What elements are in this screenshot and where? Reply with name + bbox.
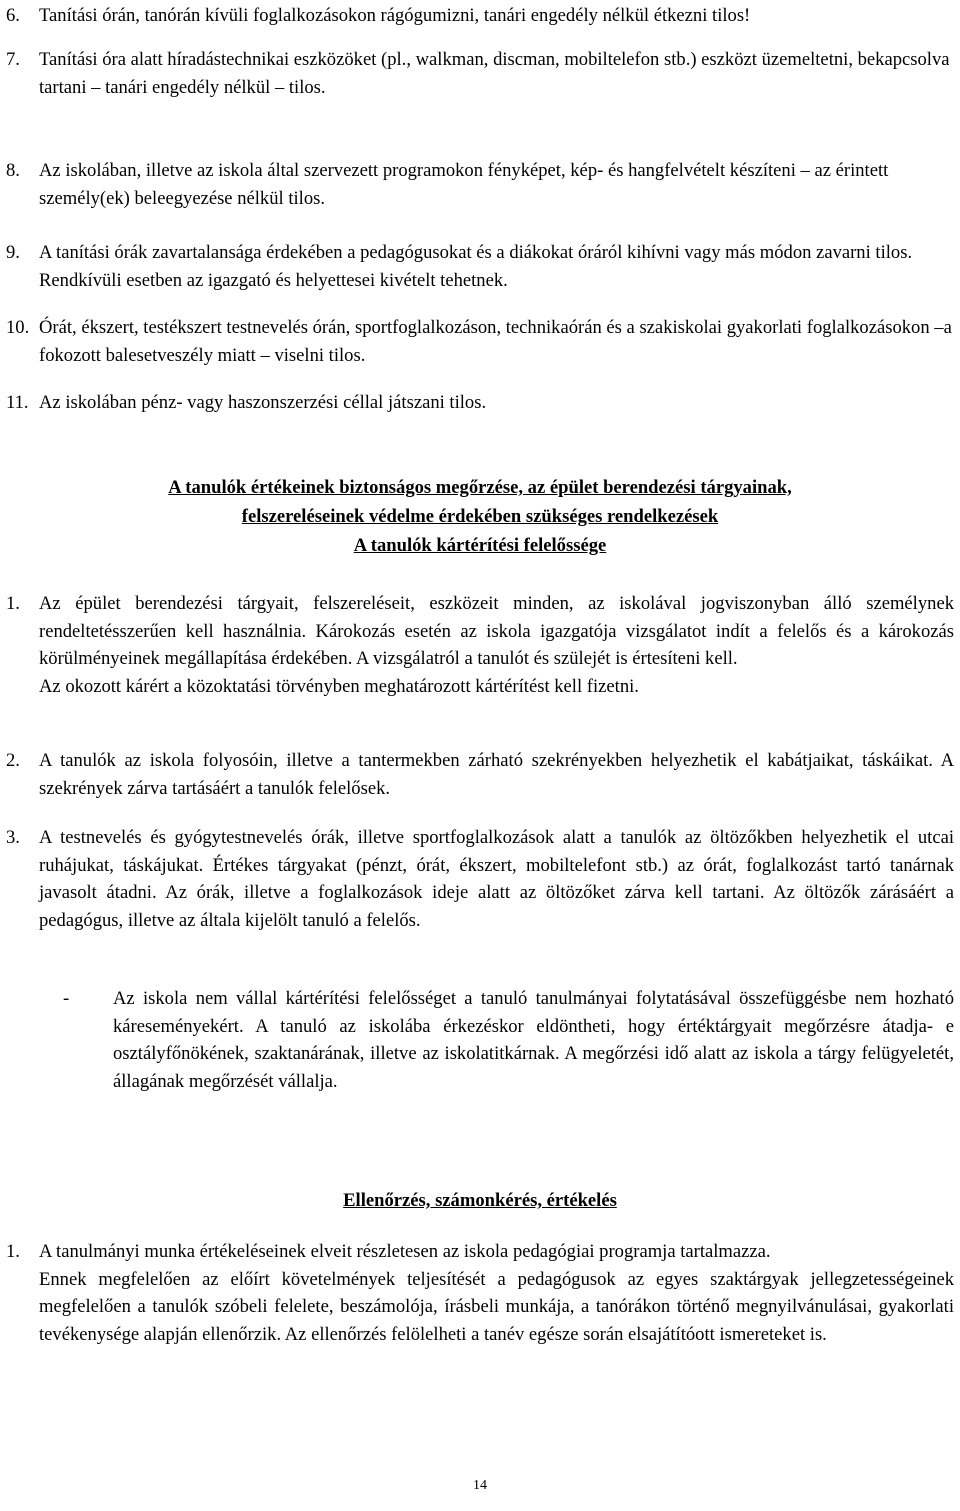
- rule-item-6: [6, 2, 954, 30]
- dash-item-text: Az iskola nem vállal kártérítési felelősséget a tanuló tanulmányai folytatásával összefüggésbe nem hozható káreseményekért. A tanuló az iskolába érkezéskor eldöntheti, hogy értéktárgyait megőrzésre átadja- e osztályfőnökének, szaktanárának, illetve az iskolatitkárnak. A megőrzési idő alatt az iskola a tárgy felügyeletét, állagának megőrzését vállalja.: [113, 988, 954, 1092]
- section-heading-line1: A tanulók értékeinek biztonságos megőrzése, az épület berendezési tárgyainak,: [168, 477, 792, 498]
- rule-number: 7.: [6, 49, 20, 70]
- dash-list-item: [63, 985, 954, 1095]
- rule-number: 8.: [6, 160, 20, 181]
- item-number: 3.: [6, 827, 20, 848]
- item-number: 2.: [6, 750, 20, 771]
- rule-text: Az iskolában, illetve az iskola által szervezett programokon fényképet, kép- és hangfelvételt készíteni – az érintett személy(ek) beleegyezése nélkül tilos.: [39, 160, 889, 209]
- rule-item-11: [6, 389, 954, 417]
- section1-item-1: [6, 590, 954, 700]
- item-paragraph: Az épület berendezési tárgyait, felszereléseit, eszközeit minden, az iskolával jogviszonyban álló személynek rendeltetésszerűen kell használnia. Károkozás esetén az iskola igazgatója vizsgálatot indít a felelős és a károkozás körülményeinek megállapítása érdekében. A vizsgálatról a tanulót és szülejét is értesíteni kell.: [39, 593, 954, 669]
- rule-number: 11.: [6, 392, 29, 413]
- item-number: 1.: [6, 1241, 20, 1262]
- rule-text: Tanítási órán, tanórán kívüli foglalkozásokon rágógumizni, tanári engedély nélkül étkezni tilos!: [39, 5, 751, 26]
- rule-text: Az iskolában pénz- vagy haszonszerzési céllal játszani tilos.: [39, 392, 487, 413]
- item-paragraph: Az okozott kárért a közoktatási törvényben meghatározott kártérítést kell fizetni.: [39, 675, 639, 697]
- rule-number: 6.: [6, 5, 20, 26]
- section-heading-line2: felszereléseinek védelme érdekében szükséges rendelkezések: [241, 506, 719, 527]
- rule-item-8: [6, 157, 954, 212]
- rule-number: 9.: [6, 242, 20, 263]
- section1-item-3: [6, 824, 954, 934]
- rule-item-9: [6, 239, 954, 294]
- section-heading-evaluation: Ellenőrzés, számonkérés, értékelés: [343, 1190, 617, 1211]
- item-number: 1.: [6, 593, 20, 614]
- rule-text: A tanítási órák zavartalansága érdekében a pedagógusokat és a diákokat óráról kihívni vagy más módon zavarni tilos. Rendkívüli esetben az igazgató és helyettesei kivételt tehetnek.: [39, 242, 913, 291]
- rule-text: Órát, ékszert, testékszert testnevelés órán, sportfoglalkozáson, technikaórán és a szakiskolai gyakorlati foglalkozásokon –a fokozott balesetveszély miatt – viselni tilos.: [39, 317, 952, 366]
- section1-item-2: [6, 747, 954, 802]
- item-paragraph: A tanulmányi munka értékeléseinek elveit részletesen az iskola pedagógiai programja tartalmazza.: [39, 1241, 771, 1262]
- section-heading-line3: A tanulók kártérítési felelőssége: [353, 535, 607, 556]
- item-paragraph: A tanulók az iskola folyosóin, illetve a tantermekben zárható szekrényekben helyezhetik el kabátjaikat, táskáikat. A szekrények zárva tartásáért a tanulók felelősek.: [39, 750, 954, 799]
- rule-item-10: [6, 314, 954, 369]
- section2-item-1: [6, 1238, 954, 1348]
- rule-number: 10.: [6, 317, 30, 338]
- rule-item-7: [6, 46, 954, 101]
- rule-text: Tanítási óra alatt híradástechnikai eszközöket (pl., walkman, discman, mobiltelefon stb.) eszközt üzemeltetni, bekapcsolva tartani – tanári engedély nélkül – tilos.: [39, 49, 950, 98]
- item-paragraph: A testnevelés és gyógytestnevelés órák, illetve sportfoglalkozások alatt a tanulók az öltözőkben helyezhetik el utcai ruhájukat, táskájukat. Értékes tárgyakat (pénzt, órát, ékszert, mobiltelefont stb.) az órát, foglalkozást tartó tanárnak javasolt átadni. Az órák, illetve a foglalkozások ideje alatt az öltözőket zárva kell tartani. Az öltözők zárásáért a pedagógus, illetve az általa kijelölt tanuló a felelős.: [39, 827, 954, 931]
- dash-bullet: -: [63, 988, 70, 1009]
- item-paragraph: Ennek megfelelően az előírt követelmények teljesítését a pedagógusok az egyes szaktárgyak jellegzetességeinek megfelelően a tanulók szóbeli felelete, beszámolója, írásbeli munkája, a tanórákon történő megnyilvánulásai, gyakorlati tevékenysége alapján ellenőrzik. Az ellenőrzés felölelheti a tanév egésze során elsajátítóott ismereteket is.: [39, 1268, 954, 1345]
- page-number: 14: [473, 1478, 487, 1493]
